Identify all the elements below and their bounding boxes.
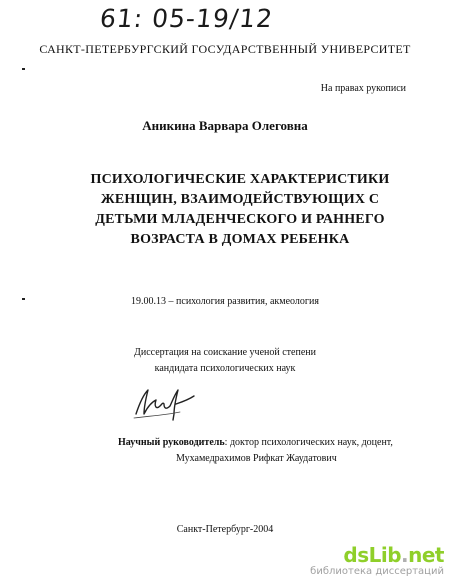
signature-image	[130, 384, 200, 424]
watermark-brand-dot: .	[401, 543, 409, 567]
watermark-subtitle: библиотека диссертаций	[310, 566, 444, 577]
supervisor-name: Мухамедрахимов Рифкат Жаудатович	[176, 453, 337, 464]
supervisor-details: : доктор психологических наук, доцент,	[224, 437, 393, 448]
supervisor-label: Научный руководитель	[118, 437, 225, 448]
university-name: САНКТ-ПЕТЕРБУРГСКИЙ ГОСУДАРСТВЕННЫЙ УНИВЕРСИТЕТ	[39, 42, 411, 56]
title-line: ПСИХОЛОГИЧЕСКИЕ ХАРАКТЕРИСТИКИ	[90, 172, 390, 187]
title-line: ВОЗРАСТА В ДОМАХ РЕБЕНКА	[130, 232, 350, 247]
dissertation-title	[70, 170, 410, 250]
manuscript-note: На правах рукописи	[320, 83, 406, 94]
degree-line: кандидата психологических наук	[154, 363, 296, 374]
city-year: Санкт-Петербург-2004	[176, 524, 274, 535]
watermark[interactable]	[310, 544, 444, 578]
supervisor-block	[118, 435, 393, 467]
watermark-brand-tld: net	[408, 543, 444, 567]
title-line: ДЕТЬМИ МЛАДЕНЧЕСКОГО И РАННЕГО	[95, 212, 385, 227]
watermark-brand-main: dsLib	[343, 543, 402, 567]
archive-number: 61: 05-19/12	[98, 4, 275, 33]
degree-statement	[0, 345, 450, 377]
scan-mark	[22, 68, 25, 70]
title-line: ЖЕНЩИН, ВЗАИМОДЕЙСТВУЮЩИХ С	[100, 192, 380, 207]
degree-line: Диссертация на соискание ученой степени	[134, 347, 316, 358]
author-name: Аникина Варвара Олеговна	[142, 118, 308, 133]
specialty-code: 19.00.13 – психология развития, акмеология	[131, 296, 319, 307]
watermark-brand	[310, 544, 444, 566]
